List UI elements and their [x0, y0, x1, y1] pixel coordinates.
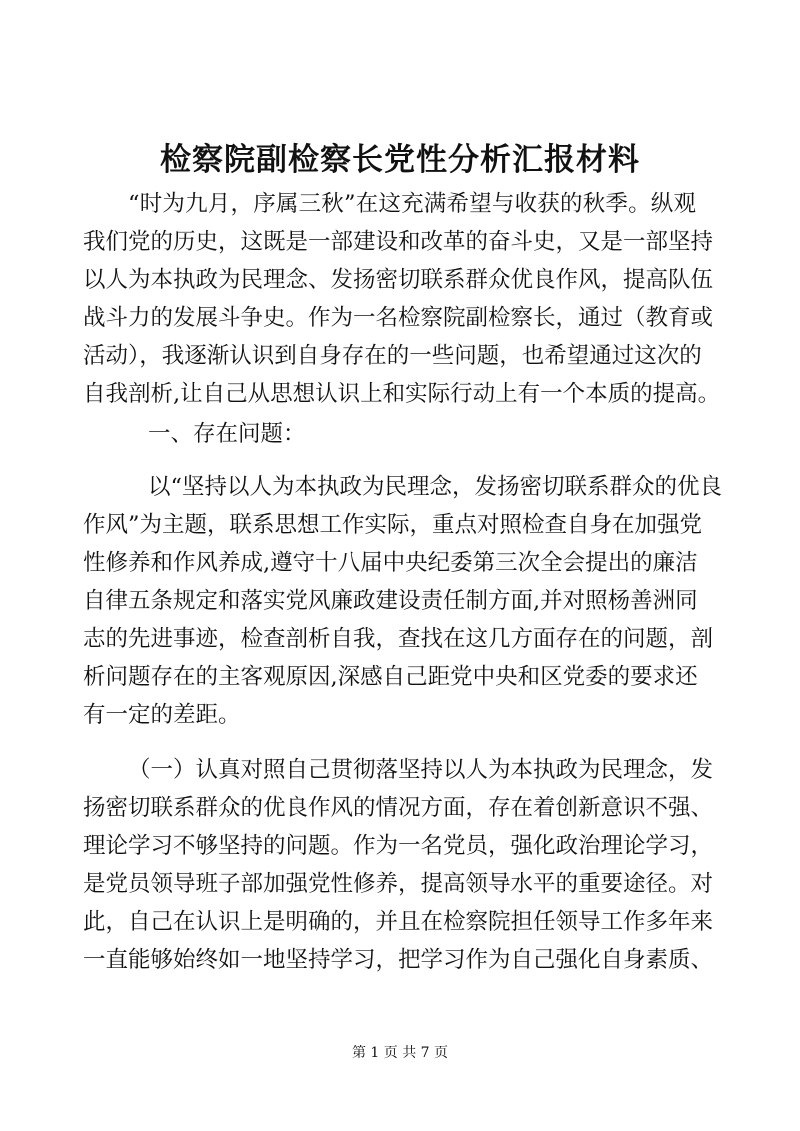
paragraph-line: 扬密切联系群众的优良作风的情况方面，存在着创新意识不强、: [83, 795, 714, 821]
page-title: 检察院副检察长党性分析汇报材料: [160, 142, 640, 178]
paragraph-line: 志的先进事迹，检查剖析自我，查找在这几方面存在的问题，剖: [83, 626, 714, 652]
paragraph-line: 理论学习不够坚持的问题。作为一名党员，强化政治理论学习，: [83, 833, 714, 859]
paragraph-line: 自我剖析,让自己从思想认识上和实际行动上有一个本质的提高。: [83, 381, 721, 407]
paragraph-line: 战斗力的发展斗争史。作为一名检察院副检察长，通过（教育或: [83, 305, 714, 331]
paragraph-line: 性修养和作风养成,遵守十八届中央纪委第三次全会提出的廉洁: [83, 550, 698, 576]
paragraph-line: 此，自己在认识上是明确的，并且在检察院担任领导工作多年来: [83, 909, 714, 935]
paragraph-line: 作风”为主题，联系思想工作实际，重点对照检查自身在加强党: [83, 512, 703, 538]
paragraph-line: 是党员领导班子部加强党性修养，提高领导水平的重要途径。对: [83, 871, 714, 897]
paragraph-line: 以人为本执政为民理念、发扬密切联系群众优良作风，提高队伍: [83, 267, 714, 293]
paragraph-line: （一）认真对照自己贯彻落坚持以人为本执政为民理念，发: [128, 757, 714, 783]
paragraph-line: 一直能够始终如一地坚持学习，把学习作为自己强化自身素质、: [83, 947, 714, 973]
paragraph-line: 我们党的历史，这既是一部建设和改革的奋斗史，又是一部坚持: [83, 229, 714, 255]
paragraph-line: 以“坚持以人为本执政为民理念，发扬密切联系群众的优良: [148, 474, 723, 500]
paragraph-line: 自律五条规定和落实党风廉政建设责任制方面,并对照杨善洲同: [83, 588, 698, 614]
paragraph-line: 析问题存在的主客观原因,深感自己距党中央和区党委的要求还: [83, 664, 698, 690]
paragraph-line: 活动），我逐渐认识到自身存在的一些问题，也希望通过这次的: [83, 343, 702, 369]
page-footer: 第 1 页 共 7 页: [351, 1045, 449, 1061]
paragraph-line: 有一定的差距。: [83, 702, 241, 728]
paragraph-line: “时为九月，序属三秋”在这充满希望与收获的秋季。纵观: [128, 191, 696, 217]
section-heading: 一、存在问题：: [148, 421, 306, 447]
